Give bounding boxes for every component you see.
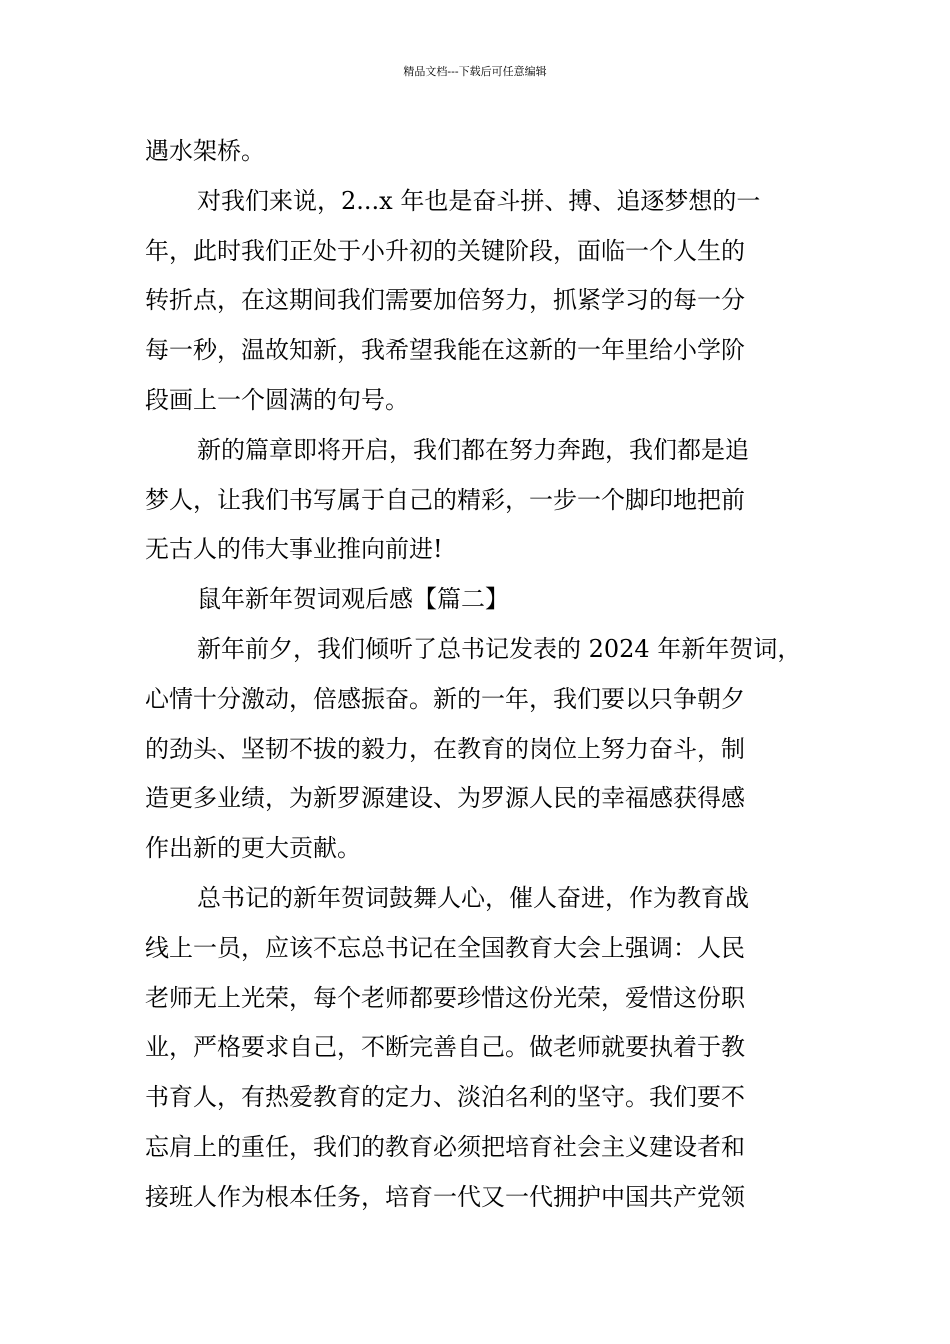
text-line: 总书记的新年贺词鼓舞人心，催人奋进，作为教育战 — [197, 883, 749, 912]
text-line: 忘肩上的重任，我们的教育必须把培育社会主义建设者和 — [145, 1132, 745, 1161]
text-line: 遇水架桥。 — [145, 137, 265, 165]
text-line: 作出新的更大贡献。 — [145, 834, 361, 863]
text-line: 年，此时我们正处于小升初的关键阶段，面临一个人生的 — [145, 236, 745, 265]
paragraph — [145, 625, 810, 874]
text-line: 转折点，在这期间我们需要加倍努力，抓紧学习的每一分 — [145, 286, 745, 315]
text-line: 段画上一个圆满的句号。 — [145, 385, 409, 414]
text-line: 造更多业绩，为新罗源建设、为罗源人民的幸福感获得感 — [145, 784, 745, 813]
text-line: 梦人，让我们书写属于自己的精彩，一步一个脚印地把前 — [145, 485, 745, 514]
text-line: 接班人作为根本任务，培育一代又一代拥护中国共产党领 — [145, 1182, 745, 1211]
section-title: 鼠年新年贺词观后感【篇二】 — [197, 585, 509, 614]
text-line: 对我们来说，2...x 年也是奋斗拼、搏、追逐梦想的一 — [197, 186, 761, 215]
document-body — [145, 127, 810, 1223]
page-header: 精品文档---下载后可任意编辑 — [403, 65, 547, 78]
text-line: 新年前夕，我们倾听了总书记发表的 2024 年新年贺词， — [197, 634, 802, 663]
text-line: 线上一员，应该不忘总书记在全国教育大会上强调：人民 — [145, 933, 745, 962]
text-line: 心情十分激动，倍感振奋。新的一年，我们要以只争朝夕 — [145, 684, 745, 713]
text-line: 新的篇章即将开启，我们都在努力奔跑，我们都是追 — [197, 435, 749, 464]
paragraph — [145, 874, 810, 1223]
paragraph — [145, 127, 810, 177]
text-line: 的劲头、坚韧不拔的毅力，在教育的岗位上努力奋斗，制 — [145, 734, 745, 763]
paragraph — [145, 177, 810, 426]
text-line: 书育人，有热爱教育的定力、淡泊名利的坚守。我们要不 — [145, 1083, 745, 1112]
text-line: 无古人的伟大事业推向前进! — [145, 535, 443, 564]
text-line: 每一秒，温故知新，我希望我能在这新的一年里给小学阶 — [145, 336, 745, 365]
text-line: 业，严格要求自己，不断完善自己。做老师就要执着于教 — [145, 1033, 745, 1062]
text-line: 老师无上光荣，每个老师都要珍惜这份光荣，爱惜这份职 — [145, 983, 745, 1012]
section-heading — [145, 575, 810, 625]
paragraph — [145, 426, 810, 575]
